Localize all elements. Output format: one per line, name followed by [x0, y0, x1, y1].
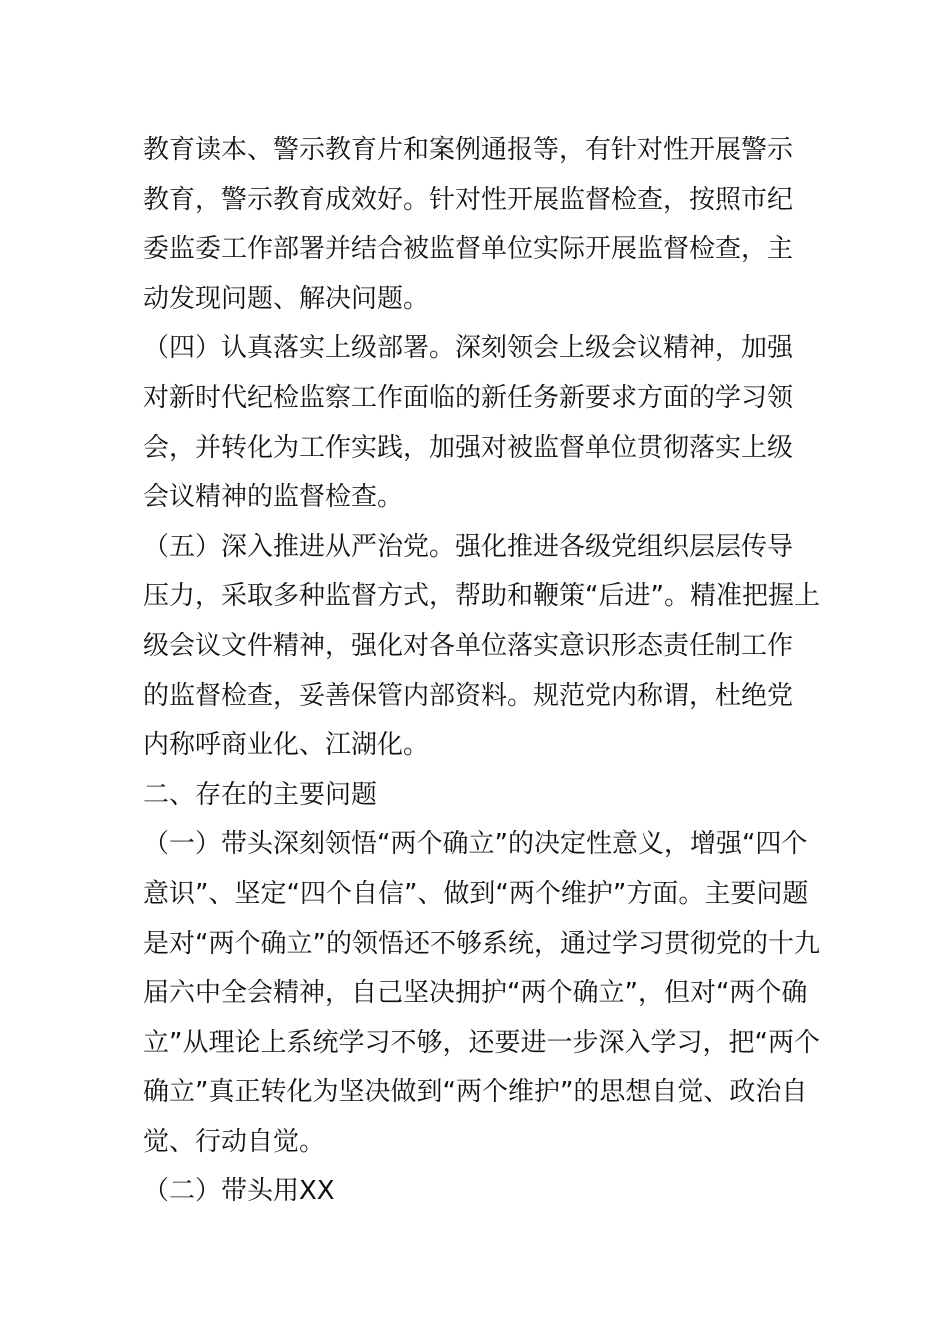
text-line: 动发现问题、解决问题。 [143, 283, 430, 314]
text-line: 觉、行动自觉。 [143, 1126, 326, 1157]
text-line: 的监督检查，妥善保管内部资料。规范党内称谓，杜绝党 [143, 680, 794, 711]
chapter-heading-2: 二、存在的主要问题 [143, 779, 378, 810]
text-line: 内称呼商业化、江湖化。 [143, 730, 430, 761]
section-heading-5: （五）深入推进从严治党。强化推进各级党组织层层传导 [143, 531, 794, 562]
text-line: 教育读本、警示教育片和案例通报等，有针对性开展警示 [143, 135, 794, 165]
text-line: 届六中全会精神，自己坚决拥护“两个确立”，但对“两个确 [143, 978, 808, 1009]
text-line: 会议精神的监督检查。 [143, 482, 404, 513]
text-line: 会，并转化为工作实践，加强对被监督单位贯彻落实上级 [143, 432, 794, 463]
text-line: 立”从理论上系统学习不够，还要进一步深入学习，把“两个 [143, 1027, 820, 1058]
section-heading-1: （一）带头深刻领悟“两个确立”的决定性意义，增强“四个 [143, 829, 808, 860]
text-line: 级会议文件精神，强化对各单位落实意识形态责任制工作 [143, 630, 794, 661]
section-heading-2: （二）带头用XX [143, 1176, 335, 1207]
text-line: 意识”、坚定“四个自信”、做到“两个维护”方面。主要问题 [143, 878, 809, 909]
text-line: 压力，采取多种监督方式，帮助和鞭策“后进”。精准把握上 [143, 581, 820, 612]
text-line: 确立”真正转化为坚决做到“两个维护”的思想自觉、政治自 [143, 1077, 808, 1108]
text-line: 是对“两个确立”的领悟还不够系统，通过学习贯彻党的十九 [143, 928, 820, 959]
section-heading-4: （四）认真落实上级部署。深刻领会上级会议精神，加强 [143, 333, 794, 364]
text-line: 委监委工作部署并结合被监督单位实际开展监督检查，主 [143, 234, 794, 265]
document-body [143, 126, 820, 1217]
text-line: 教育，警示教育成效好。针对性开展监督检查，按照市纪 [143, 184, 794, 215]
text-line: 对新时代纪检监察工作面临的新任务新要求方面的学习领 [143, 382, 794, 413]
